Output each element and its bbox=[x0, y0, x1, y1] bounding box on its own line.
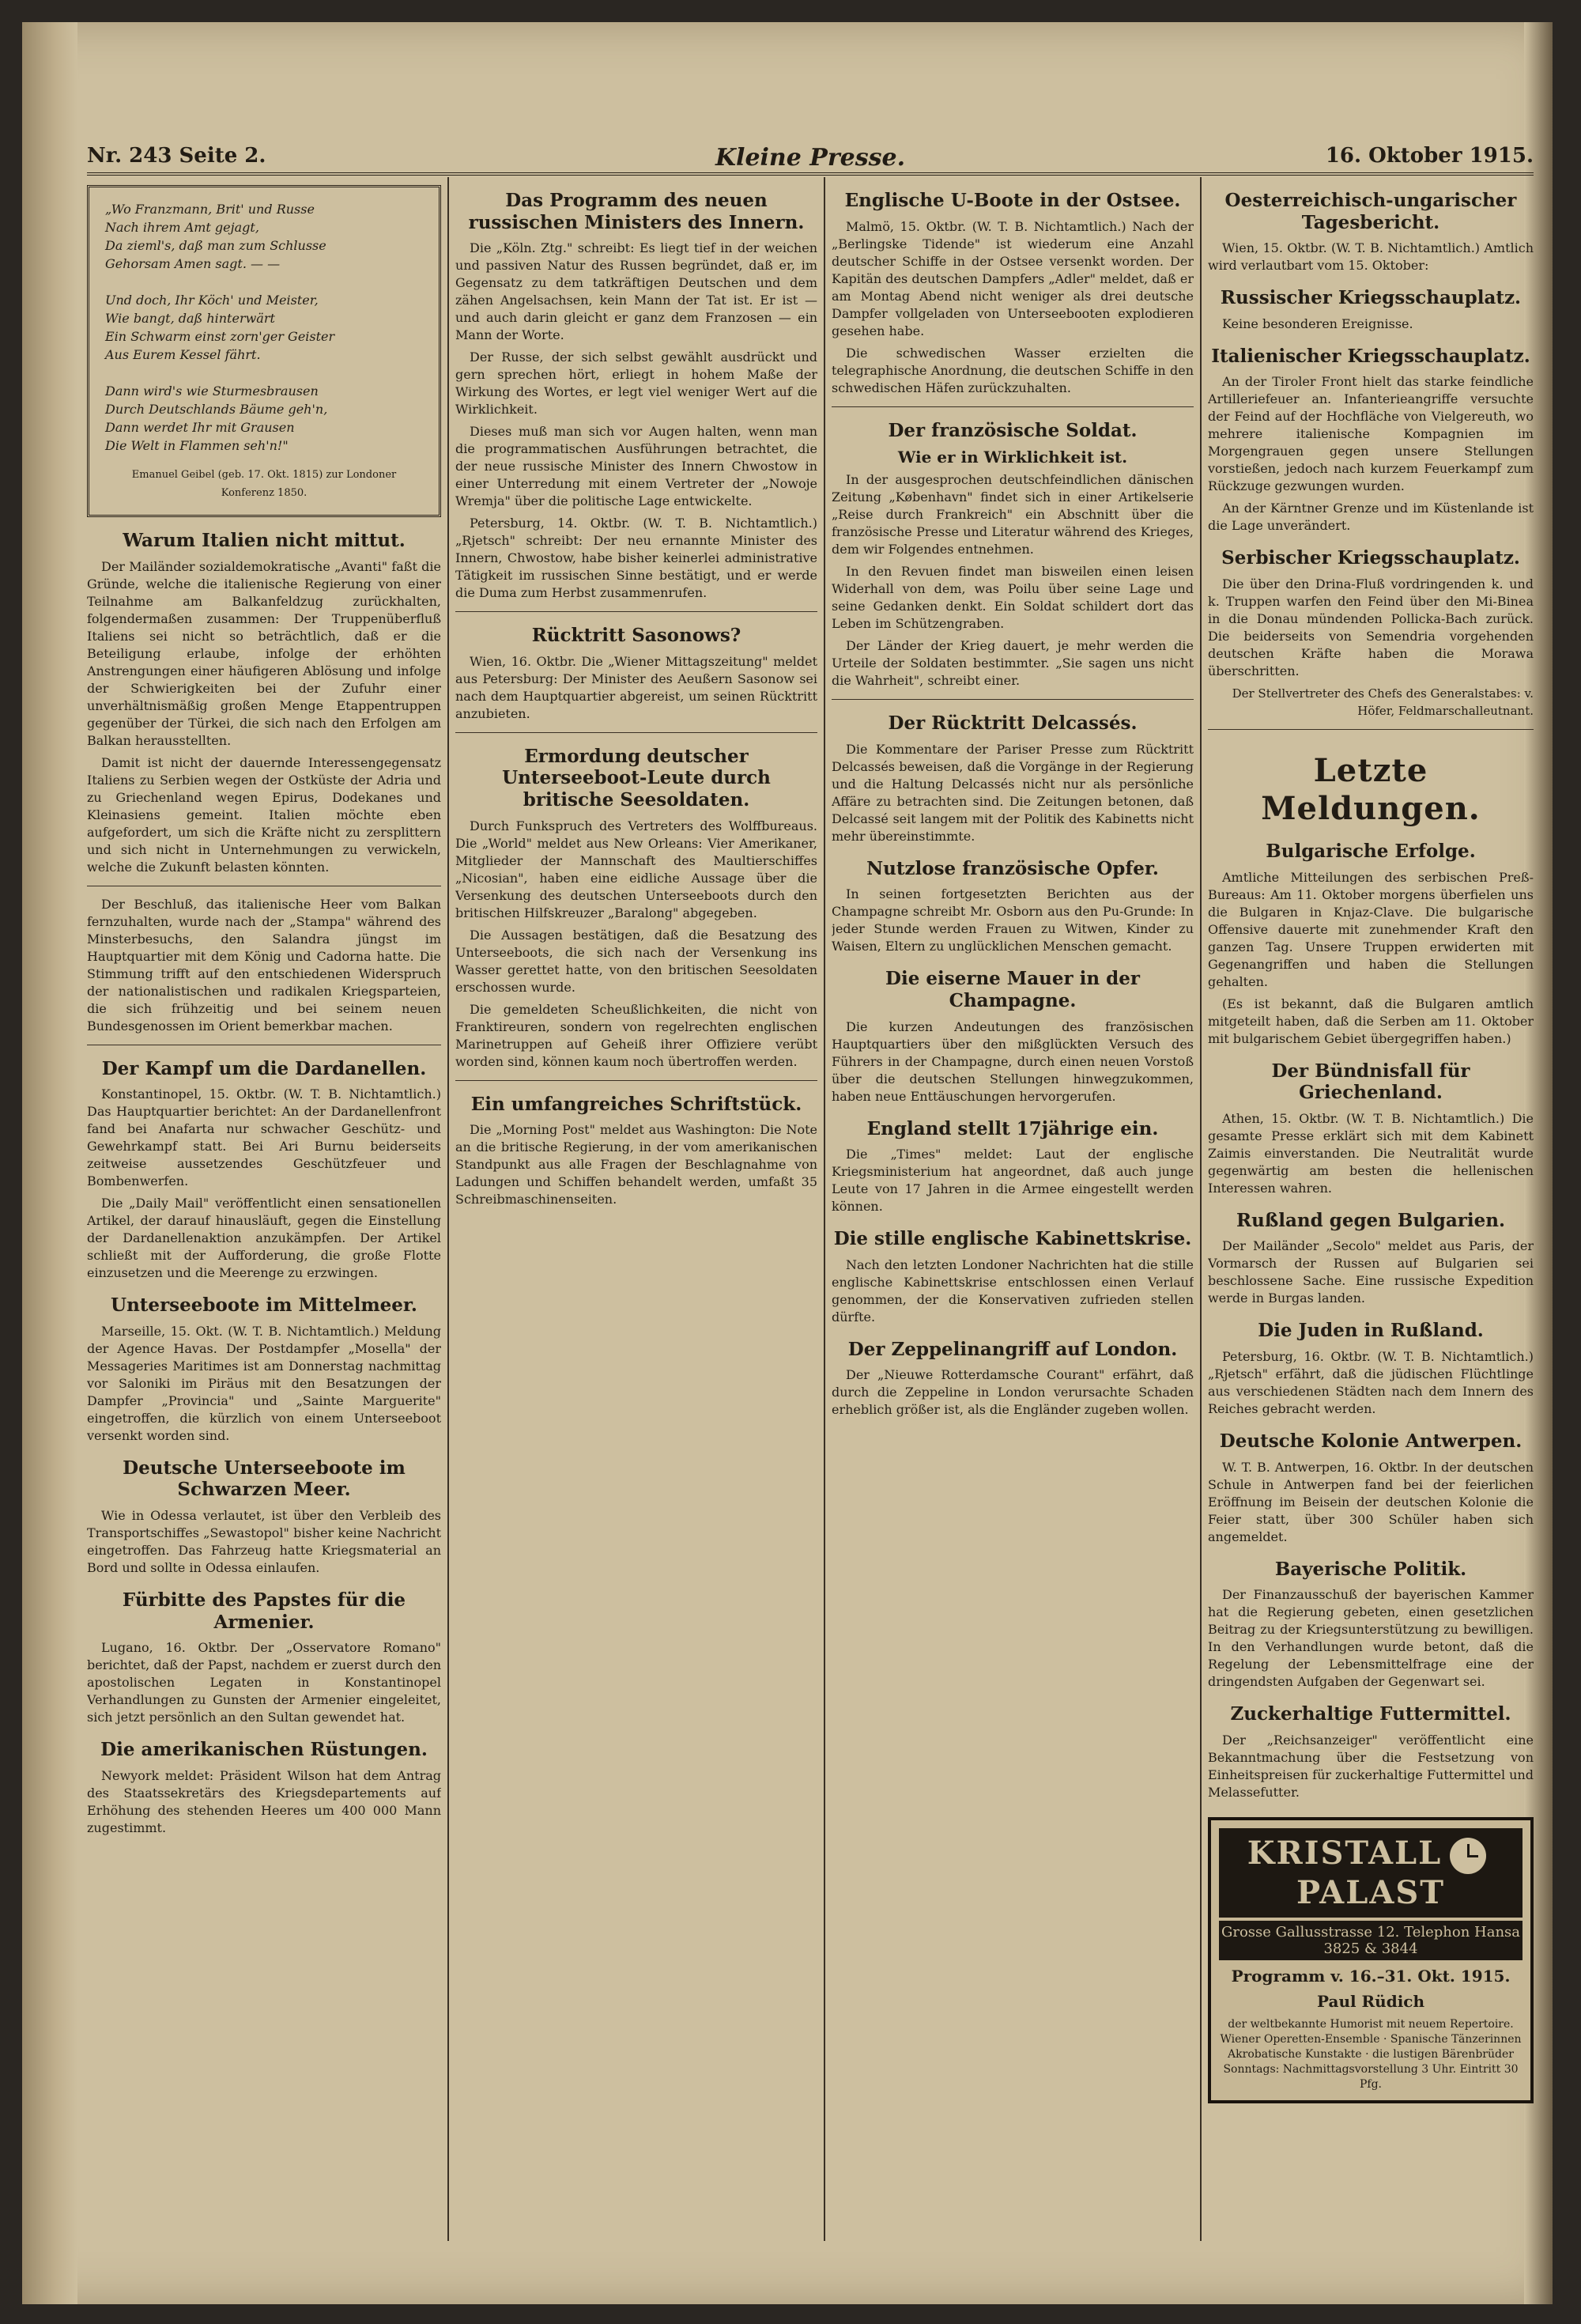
paragraph: In der ausgesprochen deutschfeindlichen dänischen Zeitung „København" findet sich in einer Artikelserie „Reise durch Frankreich" ein Abschnitt über die französische Presse und Literatur während des Krieges, dem wir Folgendes entnehmen. bbox=[832, 472, 1194, 557]
poem-line: Da zieml's, daß man zum Schlusse bbox=[105, 238, 326, 253]
poem-line: Dann wird's wie Sturmesbrausen bbox=[105, 384, 319, 399]
headline: Die eiserne Mauer in der Champagne. bbox=[885, 968, 1140, 1011]
poem-line: Dann werdet Ihr mit Grausen bbox=[105, 420, 295, 435]
headline: Deutsche Kolonie Antwerpen. bbox=[1219, 1430, 1523, 1452]
newspaper-page bbox=[22, 22, 1553, 2304]
ad-programm: Programm v. 16.–31. Okt. 1915. bbox=[1231, 1966, 1511, 1986]
paragraph: Wien, 15. Oktbr. (W. T. B. Nichtamtlich.) Amtlich wird verlautbart vom 15. Oktober: bbox=[1208, 240, 1534, 274]
ad-headliner: Paul Rüdich bbox=[1316, 1991, 1425, 2011]
poem-line: Und doch, Ihr Köch' und Meister, bbox=[105, 293, 319, 308]
headline: Die Juden in Rußland. bbox=[1258, 1320, 1484, 1342]
page-binding bbox=[22, 22, 77, 2304]
ad-name-left: KRISTALL bbox=[1247, 1834, 1443, 1872]
headline: Die amerikanischen Rüstungen. bbox=[100, 1739, 428, 1761]
ad-line: der weltbekannte Humorist mit neuem Repertoire. bbox=[1228, 2017, 1514, 2031]
paragraph: Der Finanzausschuß der bayerischen Kammer hat die Regierung gebeten, einen gesetzlichen Beitrag zu der Kriegsunterstützung zu bewilligen. In den Verhandlungen wurde betont, daß die Regelung der Lebensmittelfrage eine der dringendsten Aufgaben der Gegenwart sei. bbox=[1208, 1587, 1534, 1690]
paragraph: Die „Köln. Ztg." schreibt: Es liegt tief in der weichen und passiven Natur des Russen begründet, daß er, im Gegensatz zu dem tatkräftigen Deutschen und dem zähen Angelsachsen, kein Mann der Tat ist. Er ist — und auch darin gleicht er ganz dem Franzosen — ein Mann der Worte. bbox=[455, 240, 817, 343]
poem-line: Ein Schwarm einst zorn'ger Geister bbox=[105, 329, 335, 344]
headline: Ermordung deutscher Unterseeboot-Leute durch britische Seesoldaten. bbox=[502, 745, 771, 811]
poem-box bbox=[87, 185, 441, 517]
signature-line: Der Stellvertreter des Chefs des Generalstabes: v. Höfer, Feldmarschalleutnant. bbox=[1232, 686, 1534, 718]
paragraph: Amtliche Mitteilungen des serbischen Preß-Bureaus: Am 11. Oktober morgens überfielen uns die Bulgaren in Knjaz-Clave. Die bulgarische Offensive dauerte mit zunehmender Kraft den ganzen Tag. Unsere Truppen erwiderten mit Gegenangriffen und haben die Stellungen gehalten. bbox=[1208, 869, 1534, 989]
paragraph: W. T. B. Antwerpen, 16. Oktbr. In der deutschen Schule in Antwerpen fand bei der feierlichen Eröffnung im Beisein der deutschen Kolonie die Feier statt, über 300 Schüler haben sich angemeldet. bbox=[1208, 1459, 1534, 1544]
headline: Unterseeboote im Mittelmeer. bbox=[111, 1294, 417, 1317]
column-rule bbox=[824, 177, 825, 2241]
paragraph: Die „Daily Mail" veröffentlicht einen sensationellen Artikel, der darauf hinausläuft, gegen die Einstellung der Dardanellenaktion anzukämpfen. Der Artikel schließt mit der Aufforderung, die große Flotte einzusetzen und die Meerenge zu erzwingen. bbox=[87, 1196, 441, 1281]
column-3 bbox=[832, 177, 1194, 2241]
headline: Warum Italien nicht mittut. bbox=[123, 530, 406, 551]
paragraph: Die gemeldeten Scheußlichkeiten, die nicht von Franktireuren, sondern von regelrechten englischen Marinetruppen auf Geheiß ihrer Offiziere verübt worden sind, können kaum noch übertroffen werden. bbox=[455, 1001, 817, 1069]
headline: Bayerische Politik. bbox=[1274, 1558, 1467, 1580]
poem-credit: Emanuel Geibel (geb. 17. Okt. 1815) zur Londoner Konferenz 1850. bbox=[131, 469, 397, 499]
paragraph: Die Kommentare der Pariser Presse zum Rücktritt Delcassés beweisen, daß die Vorgänge in der Regierung und die Haltung Delcassés nicht nur als persönliche Affäre zu betrachten sind. Die Zeitungen betonen, daß Delcassé seit langem mit der Politik des Kabinetts nicht mehr übereinstimmte. bbox=[832, 741, 1194, 844]
paragraph: Die über den Drina-Fluß vordringenden k. und k. Truppen warfen den Feind über den Mi-Binea in die Donau mündenden Pollicka-Bach zurück. Die beiderseits von Semendria vorgehenden deutschen Kräfte haben die Morawa überschritten. bbox=[1208, 576, 1534, 678]
paragraph: Wien, 16. Oktbr. Die „Wiener Mittagszeitung" meldet aus Petersburg: Der Minister des Aeußern Sasonow sei nach dem Hauptquartier abgereist, um seinen Rücktritt anzubieten. bbox=[455, 653, 817, 721]
poem-line: Die Welt in Flammen seh'n!" bbox=[105, 438, 289, 453]
paragraph: Der „Reichsanzeiger" veröffentlicht eine Bekanntmachung über die Festsetzung von Einheitspreisen für zuckerhaltige Futtermittel und Melassefutter. bbox=[1208, 1732, 1534, 1800]
paragraph: Newyork meldet: Präsident Wilson hat dem Antrag des Staatssekretärs des Kriegsdepartements auf Erhöhung des stehenden Heeres um 400 000 Mann zugestimmt. bbox=[87, 1767, 441, 1835]
paragraph: Wie in Odessa verlautet, ist über den Verbleib des Transportschiffes „Sewastopol" bisher keine Nachricht eingetroffen. Das Fahrzeug hatte Kriegsmaterial an Bord und sollte in Odessa einlaufen. bbox=[87, 1507, 441, 1575]
paragraph: Marseille, 15. Okt. (W. T. B. Nichtamtlich.) Meldung der Agence Havas. Der Postdampfer „Mosella" der Messageries Maritimes ist am Donnerstag nachmittag vor Saloniki im Piräus mit den Besatzungen der Dampfer „Provincia" und „Sainte Marguerite" eingetroffen, die kürzlich von einem Unterseeboot versenkt worden sind. bbox=[87, 1323, 441, 1443]
poem-line: Aus Eurem Kessel fährt. bbox=[105, 347, 261, 362]
headline: Der Rücktritt Delcassés. bbox=[888, 712, 1138, 735]
paragraph: Konstantinopel, 15. Oktbr. (W. T. B. Nichtamtlich.) Das Hauptquartier berichtet: An der Dardanellenfront fand bei Anafarta nur schwacher Geschütz- und Gewehrkampf statt. Bei Ari Burnu beiderseits zeitweise aussetzendes Geschützfeuer und Bombenwerfen. bbox=[87, 1086, 441, 1189]
poem-line: Nach ihrem Amt gejagt, bbox=[105, 220, 259, 235]
paragraph: Malmö, 15. Oktbr. (W. T. B. Nichtamtlich.) Nach der „Berlingske Tidende" ist wiederum eine Anzahl deutscher Schiffe in der Ostsee versenkt worden. Der Kapitän des deutschen Dampfers „Adler" meldet, daß er am Montag Abend nicht weniger als drei deutsche Dampfer vollgeladen von Unterseebooten explodieren gesehen habe. bbox=[832, 218, 1194, 338]
column-rule bbox=[1200, 177, 1202, 2241]
headline: Oesterreichisch-ungarischer Tagesbericht. bbox=[1224, 190, 1517, 233]
headline: Die stille englische Kabinettskrise. bbox=[833, 1228, 1192, 1250]
ad-banner bbox=[1219, 1828, 1523, 1918]
issue-page-number: Nr. 243 Seite 2. bbox=[87, 144, 266, 168]
paragraph: Die schwedischen Wasser erzielten die telegraphische Anordnung, die deutschen Schiffe in den schwedischen Häfen zurückzuhalten. bbox=[832, 345, 1194, 395]
paragraph: An der Tiroler Front hielt das starke feindliche Artilleriefeuer an. Infanterieangriffe versuchte der Feind auf der Hochfläche von Vielgereuth, wo mehrere italienische Kompagnien im Morgengrauen gegen unsere Stellungen vorstießen, jedoch nach kurzem Feuerkampf zum Rückzuge gezwungen wurden. bbox=[1208, 374, 1534, 494]
poem-line: „Wo Franzmann, Brit' und Russe bbox=[105, 202, 315, 217]
paragraph: Damit ist nicht der dauernde Interessengegensatz Italiens zu Serbien wegen der Ostküste der Adria und zu Griechenland wegen Epirus, Dodekanes und Kleinasiens gemeint. Italien möchte eben aufgefordert, um sich die Kräfte nicht zu zersplittern und sich nicht in Unternehmungen zu verwickeln, welche die Zukunft belasten könnten. bbox=[87, 754, 441, 875]
issue-date: 16. Oktober 1915. bbox=[1325, 144, 1534, 168]
paragraph: Der Mailänder „Secolo" meldet aus Paris, der Vormarsch der Russen auf Bulgarien sei beschlossene Sache. Eine russische Expedition werde in Burgas landen. bbox=[1208, 1238, 1534, 1306]
paragraph: Die Aussagen bestätigen, daß die Besatzung des Unterseeboots, die sich nach der Versenkung ins Wasser gerettet hatte, von den britischen Seesoldaten erschossen wurde. bbox=[455, 927, 817, 995]
paragraph: Petersburg, 14. Oktbr. (W. T. B. Nichtamtlich.) „Rjetsch" schreibt: Der neu ernannte Minister des Innern, Chwostow, habe bisher keinerlei administrative Tätigkeit im russischen Sinne bestätigt, und er werde die Duma zum Herbst zusammenrufen. bbox=[455, 516, 817, 601]
paragraph: Nach den letzten Londoner Nachrichten hat die stille englische Kabinettskrise entschlossen einen Verlauf genommen, der die Konservativen zufrieden stellen dürfte. bbox=[832, 1256, 1194, 1324]
headline: Der französische Soldat. bbox=[888, 419, 1138, 441]
column-rule bbox=[447, 177, 449, 2241]
headline: Das Programm des neuen russischen Ministers des Innern. bbox=[468, 190, 805, 233]
paragraph: Der „Nieuwe Rotterdamsche Courant" erfährt, daß durch die Zeppeline in London verursachte Schaden erheblich größer ist, als die Engländer zugeben wollen. bbox=[832, 1367, 1194, 1418]
column-2 bbox=[455, 177, 817, 2241]
headline: Italienischer Kriegsschauplatz. bbox=[1211, 345, 1530, 367]
headline: Zuckerhaltige Futtermittel. bbox=[1230, 1703, 1511, 1725]
clock-icon bbox=[1450, 1838, 1486, 1874]
paragraph: In seinen fortgesetzten Berichten aus der Champagne schreibt Mr. Osborn aus den Pu-Grunde: In jeder Stunde werden Frauen zu Witwen, Kinder zu Waisen, Eltern zu unglücklichen Menschen gemacht. bbox=[832, 886, 1194, 954]
paragraph: Lugano, 16. Oktbr. Der „Osservatore Romano" berichtet, daß der Papst, nachdem er zuerst durch den apostolischen Legaten in Konstantinopel Verhandlungen zu Gunsten der Armenier eingeleitet, sich jetzt persönlich an den Sultan gewendet hat. bbox=[87, 1640, 441, 1725]
headline: Ein umfangreiches Schriftstück. bbox=[470, 1093, 802, 1115]
subheadline: Wie er in Wirklichkeit ist. bbox=[897, 448, 1128, 467]
paragraph: In den Revuen findet man bisweilen einen leisen Widerhall von dem, was Poilu über seine Lage und seine Gedanken denkt. Ein Soldat schildert dort das Leben im Schützengraben. bbox=[832, 564, 1194, 632]
poem-line: Durch Deutschlands Bäume geh'n, bbox=[105, 402, 328, 417]
paragraph: Der Länder der Krieg dauert, je mehr werden die Urteile der Soldaten bestimmter. „Sie sagen uns nicht die Wahrheit", schreibt einer. bbox=[832, 638, 1194, 689]
ad-name-right: PALAST bbox=[1296, 1873, 1445, 1911]
paragraph: Der Russe, der sich selbst gewählt ausdrückt und gern sprechen hört, erliegt in hohem Maße der Wirkung des Wortes, er legt viel weniger Wert auf die Wirklichkeit. bbox=[455, 350, 817, 418]
poem-line: Gehorsam Amen sagt. — — bbox=[105, 256, 281, 271]
headline: Deutsche Unterseeboote im Schwarzen Meer. bbox=[123, 1457, 406, 1501]
newspaper-title: Kleine Presse. bbox=[715, 144, 906, 172]
paragraph: Keine besonderen Ereignisse. bbox=[1222, 316, 1413, 331]
ad-line: Wiener Operetten-Ensemble · Spanische Tänzerinnen bbox=[1220, 2032, 1522, 2046]
section-headline: Letzte Meldungen. bbox=[1261, 751, 1481, 827]
headline: Nutzlose französische Opfer. bbox=[866, 857, 1159, 879]
headline: Der Kampf um die Dardanellen. bbox=[101, 1057, 427, 1079]
paragraph: Der Beschluß, das italienische Heer vom Balkan fernzuhalten, wurde nach der „Stampa" während des Minsterbesuchs, den Salandra jüngst im Hauptquartier mit dem König und Cadorna hatte. Die Stimmung trifft auf den entschiedenen Widerspruch der nationalistischen und radikalen Kriegsparteien, die sich frühzeitig und bei seinem neuen Bundesgenossen im Orient bemerkbar machen. bbox=[87, 896, 441, 1034]
poem-line: Wie bangt, daß hinterwärt bbox=[105, 311, 275, 326]
ad-address: Grosse Gallusstrasse 12. Telephon Hansa 3825 & 3844 bbox=[1219, 1921, 1523, 1960]
paragraph: Die „Morning Post" meldet aus Washington: Die Note an die britische Regierung, in der vom amerikanischen Standpunkt aus alle Fragen der Beschlagnahme von Ladungen und Schiffen behandelt werden, umfaßt 35 Schreibmaschinenseiten. bbox=[455, 1122, 817, 1207]
headline: Serbischer Kriegsschauplatz. bbox=[1221, 547, 1520, 569]
kristall-palast-advertisement bbox=[1208, 1817, 1534, 2103]
ad-line: Sonntags: Nachmittagsvorstellung 3 Uhr. Eintritt 30 Pfg. bbox=[1223, 2062, 1519, 2091]
paragraph: Durch Funkspruch des Vertreters des Wolffbureaus. Die „World" meldet aus New Orleans: Vier Amerikaner, Mitglieder der Mannschaft des Maultierschiffes „Nicosian", haben eine eidliche Aussage über die Versenkung des deutschen Unterseeboots durch den britischen Hilfskreuzer „Baralong" abgegeben. bbox=[455, 818, 817, 920]
headline: Rücktritt Sasonows? bbox=[531, 625, 741, 647]
headline: Englische U-Boote in der Ostsee. bbox=[844, 190, 1181, 211]
headline: Der Bündnisfall für Griechenland. bbox=[1271, 1060, 1470, 1104]
paragraph: (Es ist bekannt, daß die Bulgaren amtlich mitgeteilt haben, daß die Serben am 11. Oktober mit bulgarischem Gebiet übergegriffen haben.) bbox=[1208, 996, 1534, 1046]
headline: Der Zeppelinangriff auf London. bbox=[847, 1338, 1178, 1360]
column-4 bbox=[1208, 177, 1534, 2241]
paragraph: Athen, 15. Oktbr. (W. T. B. Nichtamtlich.) Die gesamte Presse erklärt sich mit dem Kabinett Zaimis einverstanden. Die Neutralität wurde gegenwärtig am besten die hellenischen Interessen wahren. bbox=[1208, 1110, 1534, 1196]
headline: Bulgarische Erfolge. bbox=[1266, 840, 1476, 862]
headline: England stellt 17jährige ein. bbox=[866, 1117, 1159, 1139]
ad-line: Akrobatische Kunstakte · die lustigen Bärenbrüder bbox=[1228, 2047, 1514, 2061]
paragraph: Die kurzen Andeutungen des französischen Hauptquartiers über den mißglückten Versuch des Führers in der Champagne, durch einen neuen Vorstoß über die deutschen Stellungen hinwegzukommen, haben neue Enttäuschungen hervorgerufen. bbox=[832, 1018, 1194, 1104]
headline: Rußland gegen Bulgarien. bbox=[1236, 1209, 1506, 1231]
headline: Fürbitte des Papstes für die Armenier. bbox=[122, 1589, 406, 1633]
paragraph: Die „Times" meldet: Laut der englische Kriegsministerium hat angeordnet, daß auch junge Leute von 17 Jahren in die Armee eingestellt werden können. bbox=[832, 1147, 1194, 1215]
headline: Russischer Kriegsschauplatz. bbox=[1220, 287, 1522, 309]
paragraph: Petersburg, 16. Oktbr. (W. T. B. Nichtamtlich.) „Rjetsch" erfährt, daß die jüdischen Flüchtlinge aus verschiedenen Städten nach dem Innern des Reiches gebracht werden. bbox=[1208, 1348, 1534, 1416]
masthead bbox=[87, 141, 1534, 176]
paragraph: An der Kärntner Grenze und im Küstenlande ist die Lage unverändert. bbox=[1208, 501, 1534, 534]
paragraph: Der Mailänder sozialdemokratische „Avanti" faßt die Gründe, welche die italienische Regierung von einer Teilnahme am Balkanfeldzug zurückhalten, folgendermaßen zusammen: Der Truppenüberfluß Italiens sei nicht so beträchtlich, daß er die Beteiligung erlaube, infolge der erhöhten Anstrengungen einer häufigeren Ablösung und infolge der Schwierigkeiten bei der Zufuhr einer unverhältnismäßig großen Menge Etappentruppen gegenüber der Türkei, die sich nach den Erfolgen am Balkan herausstellten. bbox=[87, 558, 441, 748]
paragraph: Dieses muß man sich vor Augen halten, wenn man die programmatischen Ausführungen betrachtet, die der neue russische Minister des Innern Chwostow in einer Unterredung mit einem Vertreter der „Nowoje Wremja" über die politische Lage entwickelte. bbox=[455, 424, 817, 509]
column-1 bbox=[87, 177, 441, 2241]
